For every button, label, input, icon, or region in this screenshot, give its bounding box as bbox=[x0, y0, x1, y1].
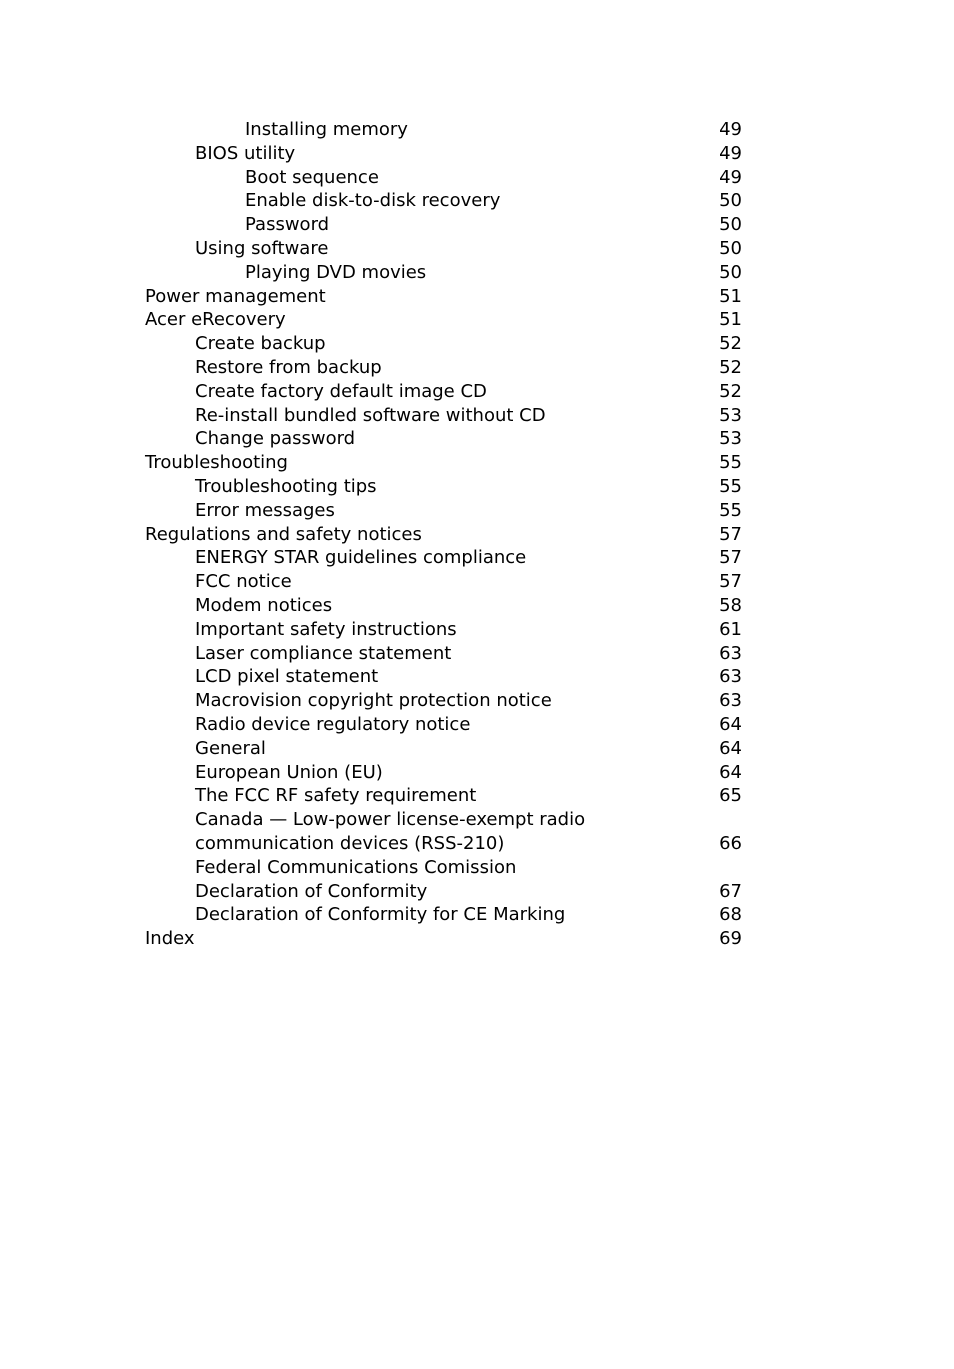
toc-entry-page-number: 51 bbox=[719, 285, 742, 307]
toc-entry-page-number: 64 bbox=[719, 713, 742, 735]
table-of-contents bbox=[0, 118, 954, 951]
toc-entry[interactable] bbox=[0, 618, 954, 642]
toc-entry[interactable] bbox=[0, 285, 954, 309]
toc-entry[interactable] bbox=[0, 523, 954, 547]
toc-entry-title: LCD pixel statement bbox=[195, 666, 379, 688]
toc-entry-title: The FCC RF safety requirement bbox=[195, 785, 477, 807]
toc-entry[interactable] bbox=[0, 356, 954, 380]
toc-entry-page-number: 55 bbox=[719, 475, 742, 497]
toc-entry[interactable] bbox=[0, 570, 954, 594]
toc-entry-title: Canada — Low-power license-exempt radio bbox=[195, 809, 586, 831]
toc-entry-title: Error messages bbox=[195, 499, 335, 521]
toc-entry-title: Modem notices bbox=[195, 594, 333, 616]
toc-entry-title: Create backup bbox=[195, 333, 326, 355]
toc-entry-title: Troubleshooting tips bbox=[195, 475, 377, 497]
toc-entry-title: Acer eRecovery bbox=[145, 309, 286, 331]
toc-entry-title: Federal Communications Comission bbox=[195, 856, 517, 878]
toc-entry-page-number: 57 bbox=[719, 571, 742, 593]
toc-entry-page-number: 50 bbox=[719, 261, 742, 283]
toc-entry[interactable] bbox=[0, 142, 954, 166]
toc-entry-page-number: 57 bbox=[719, 547, 742, 569]
toc-entry-title: Power management bbox=[145, 285, 326, 307]
toc-entry[interactable] bbox=[0, 380, 954, 404]
toc-entry[interactable] bbox=[0, 499, 954, 523]
toc-entry-page-number: 50 bbox=[719, 214, 742, 236]
toc-entry[interactable] bbox=[0, 665, 954, 689]
toc-entry[interactable] bbox=[0, 475, 954, 499]
toc-entry[interactable] bbox=[0, 856, 954, 880]
toc-entry-title: Declaration of Conformity bbox=[195, 880, 428, 902]
toc-entry[interactable] bbox=[0, 451, 954, 475]
toc-entry[interactable] bbox=[0, 213, 954, 237]
toc-entry-title: Using software bbox=[195, 237, 329, 259]
toc-entry[interactable] bbox=[0, 880, 954, 904]
toc-entry-title: BIOS utility bbox=[195, 142, 296, 164]
toc-entry-title: Re-install bundled software without CD bbox=[195, 404, 546, 426]
toc-entry-page-number: 67 bbox=[719, 880, 742, 902]
toc-entry-title: Enable disk-to-disk recovery bbox=[245, 190, 501, 212]
toc-entry-title: General bbox=[195, 737, 266, 759]
toc-entry-page-number: 52 bbox=[719, 380, 742, 402]
toc-entry[interactable] bbox=[0, 713, 954, 737]
toc-entry-page-number: 61 bbox=[719, 618, 742, 640]
toc-entry-title: Installing memory bbox=[245, 119, 408, 140]
toc-entry[interactable] bbox=[0, 594, 954, 618]
toc-entry-title: Playing DVD movies bbox=[245, 261, 427, 283]
toc-entry-title: Index bbox=[145, 928, 195, 950]
toc-entry-page-number: 49 bbox=[719, 166, 742, 188]
toc-entry-page-number: 49 bbox=[719, 119, 742, 140]
toc-entry-title: Radio device regulatory notice bbox=[195, 713, 471, 735]
toc-entry[interactable] bbox=[0, 237, 954, 261]
toc-entry-page-number: 63 bbox=[719, 642, 742, 664]
toc-entry-title: Important safety instructions bbox=[195, 618, 457, 640]
toc-entry-page-number: 65 bbox=[719, 785, 742, 807]
toc-entry-page-number: 63 bbox=[719, 666, 742, 688]
toc-entry-title: Password bbox=[245, 214, 330, 236]
toc-entry-page-number: 55 bbox=[719, 452, 742, 474]
toc-entry-page-number: 51 bbox=[719, 309, 742, 331]
toc-entry[interactable] bbox=[0, 166, 954, 190]
toc-entry[interactable] bbox=[0, 261, 954, 285]
toc-entry-title: European Union (EU) bbox=[195, 761, 383, 783]
toc-entry[interactable] bbox=[0, 927, 954, 951]
toc-entry-page-number: 53 bbox=[719, 428, 742, 450]
toc-entry-title: Troubleshooting bbox=[145, 452, 288, 474]
toc-entry-page-number: 57 bbox=[719, 523, 742, 545]
toc-entry-page-number: 50 bbox=[719, 237, 742, 259]
toc-entry-title: Declaration of Conformity for CE Marking bbox=[195, 904, 566, 926]
toc-entry[interactable] bbox=[0, 737, 954, 761]
toc-entry-page-number: 53 bbox=[719, 404, 742, 426]
toc-entry-page-number: 66 bbox=[719, 832, 742, 854]
toc-entry[interactable] bbox=[0, 689, 954, 713]
toc-entry-page-number: 49 bbox=[719, 142, 742, 164]
toc-entry[interactable] bbox=[0, 189, 954, 213]
toc-entry-page-number: 64 bbox=[719, 761, 742, 783]
toc-entry-title: communication devices (RSS-210) bbox=[195, 832, 505, 854]
toc-entry-title: Macrovision copyright protection notice bbox=[195, 690, 552, 712]
toc-entry[interactable] bbox=[0, 761, 954, 785]
toc-entry-page-number: 64 bbox=[719, 737, 742, 759]
toc-entry[interactable] bbox=[0, 832, 954, 856]
toc-entry[interactable] bbox=[0, 118, 954, 142]
toc-entry-page-number: 69 bbox=[719, 928, 742, 950]
toc-entry-page-number: 52 bbox=[719, 333, 742, 355]
toc-entry-page-number: 52 bbox=[719, 356, 742, 378]
toc-entry[interactable] bbox=[0, 308, 954, 332]
toc-entry-page-number: 55 bbox=[719, 499, 742, 521]
toc-entry-page-number: 63 bbox=[719, 690, 742, 712]
toc-entry-title: Restore from backup bbox=[195, 356, 382, 378]
toc-entry-title: Laser compliance statement bbox=[195, 642, 452, 664]
toc-entry[interactable] bbox=[0, 332, 954, 356]
toc-entry-title: ENERGY STAR guidelines compliance bbox=[195, 547, 527, 569]
toc-entry-page-number: 58 bbox=[719, 594, 742, 616]
toc-entry-title: FCC notice bbox=[195, 571, 292, 593]
toc-entry[interactable] bbox=[0, 427, 954, 451]
toc-entry-title: Regulations and safety notices bbox=[145, 523, 422, 545]
toc-entry-title: Change password bbox=[195, 428, 356, 450]
toc-entry-page-number: 68 bbox=[719, 904, 742, 926]
toc-entry[interactable] bbox=[0, 404, 954, 428]
toc-entry-title: Create factory default image CD bbox=[195, 380, 487, 402]
toc-entry-title: Boot sequence bbox=[245, 166, 379, 188]
toc-entry[interactable] bbox=[0, 546, 954, 570]
toc-entry[interactable] bbox=[0, 642, 954, 666]
toc-entry[interactable] bbox=[0, 808, 954, 832]
toc-entry[interactable] bbox=[0, 784, 954, 808]
toc-entry[interactable] bbox=[0, 903, 954, 927]
toc-entry-page-number: 50 bbox=[719, 190, 742, 212]
